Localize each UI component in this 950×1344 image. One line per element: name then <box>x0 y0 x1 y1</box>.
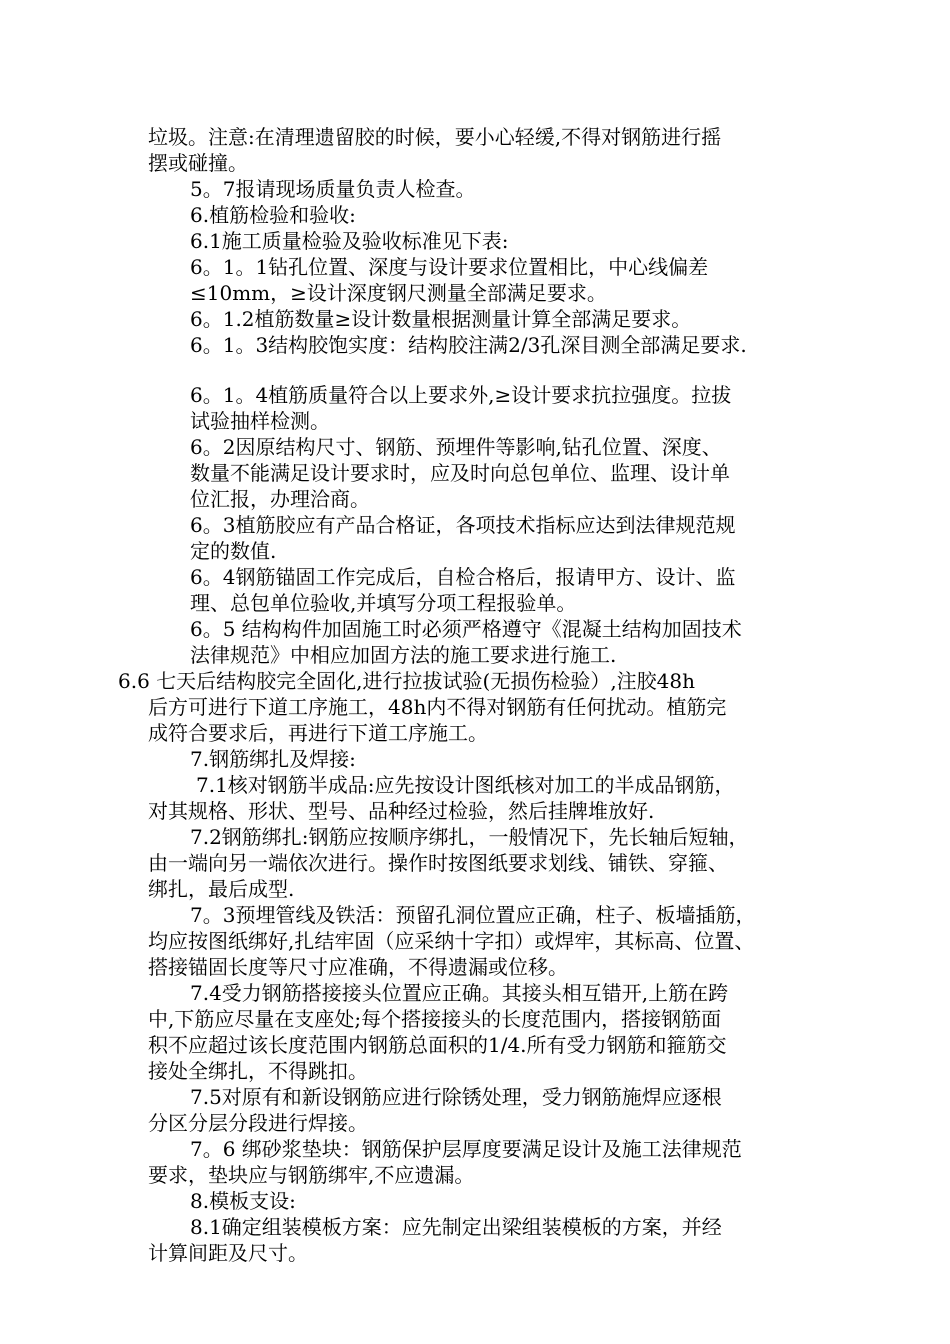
text-line: 6。2因原结构尺寸、钢筋、预埋件等影响,钻孔位置、深度、 <box>190 435 722 459</box>
text-line: 位汇报，办理洽商。 <box>190 487 370 511</box>
text-line: 试验抽样检测。 <box>190 409 330 433</box>
text-line: 5。7报请现场质量负责人检查。 <box>190 177 476 201</box>
text-line: 6。3植筋胶应有产品合格证，各项技术指标应达到法律规范规 <box>190 513 736 537</box>
text-line: 7.2钢筋绑扎:钢筋应按顺序绑扎，一般情况下，先长轴后短轴， <box>190 825 749 849</box>
text-line: 均应按图纸绑好,扎结牢固（应采纳十字扣）或焊牢，其标高、位置、 <box>148 929 755 953</box>
text-line: 后方可进行下道工序施工，48h内不得对钢筋有任何扰动。植筋完 <box>148 695 727 719</box>
text-line: 数量不能满足设计要求时，应及时向总包单位、监理、设计单 <box>190 461 730 485</box>
text-line: 6。5 结构构件加固施工时必须严格遵守《混凝土结构加固技术 <box>190 617 742 641</box>
text-line: 法律规范》中相应加固方法的施工要求进行施工. <box>190 643 617 667</box>
text-line: 对其规格、形状、型号、品种经过检验，然后挂牌堆放好. <box>148 799 655 823</box>
text-line: 垃圾。注意:在清理遗留胶的时候，要小心轻缓,不得对钢筋进行摇 <box>148 125 722 149</box>
text-line: 6.6 七天后结构胶完全固化,进行拉拔试验(无损伤检验）,注胶48h <box>118 669 696 693</box>
text-line: 计算间距及尺寸。 <box>148 1241 308 1265</box>
text-line: 理、总包单位验收,并填写分项工程报验单。 <box>190 591 577 615</box>
text-line: 7。3预埋管线及铁活：预留孔洞位置应正确，柱子、板墙插筋， <box>190 903 756 927</box>
text-line: 6。1。3结构胶饱实度：结构胶注满2/3孔深目测全部满足要求. <box>190 333 747 357</box>
text-line: 7。6 绑砂浆垫块：钢筋保护层厚度要满足设计及施工法律规范 <box>190 1137 742 1161</box>
text-line: 6。4钢筋锚固工作完成后，自检合格后，报请甲方、设计、监 <box>190 565 736 589</box>
text-line: 成符合要求后，再进行下道工序施工。 <box>148 721 488 745</box>
text-line: 7.1核对钢筋半成品:应先按设计图纸核对加工的半成品钢筋， <box>196 773 735 797</box>
text-line: 8.1确定组装模板方案：应先制定出梁组装模板的方案，并经 <box>190 1215 722 1239</box>
text-line: 中,下筋应尽量在支座处;每个搭接接头的长度范围内，搭接钢筋面 <box>148 1007 722 1031</box>
text-line: 分区分层分段进行焊接。 <box>148 1111 368 1135</box>
text-line: 6。1。4植筋质量符合以上要求外,≥设计要求抗拉强度。拉拔 <box>190 383 732 407</box>
text-line: 搭接锚固长度等尺寸应准确，不得遗漏或位移。 <box>148 955 568 979</box>
text-line: 摆或碰撞。 <box>148 151 248 175</box>
section-heading: 8.模板支设: <box>190 1189 296 1213</box>
section-heading: 6.植筋检验和验收: <box>190 203 356 227</box>
text-line: 7.4受力钢筋搭接接头位置应正确。其接头相互错开,上筋在跨 <box>190 981 729 1005</box>
text-line: 绑扎，最后成型. <box>148 877 295 901</box>
text-line: 接处全绑扎，不得跳扣。 <box>148 1059 368 1083</box>
text-line: 要求，垫块应与钢筋绑牢,不应遗漏。 <box>148 1163 475 1187</box>
text-line: 6。1.2植筋数量≥设计数量根据测量计算全部满足要求。 <box>190 307 692 331</box>
text-line: 7.5对原有和新设钢筋应进行除锈处理，受力钢筋施焊应逐根 <box>190 1085 722 1109</box>
text-line: 6.1施工质量检验及验收标准见下表: <box>190 229 509 253</box>
text-line: ≤10mm，≥设计深度钢尺测量全部满足要求。 <box>190 281 607 305</box>
text-line: 积不应超过该长度范围内钢筋总面积的1/4.所有受力钢筋和箍筋交 <box>148 1033 727 1057</box>
text-line: 6。1。1钻孔位置、深度与设计要求位置相比，中心线偏差 <box>190 255 709 279</box>
text-line: 定的数值. <box>190 539 277 563</box>
section-heading: 7.钢筋绑扎及焊接: <box>190 747 356 771</box>
text-line: 由一端向另一端依次进行。操作时按图纸要求划线、铺铁、穿箍、 <box>148 851 728 875</box>
